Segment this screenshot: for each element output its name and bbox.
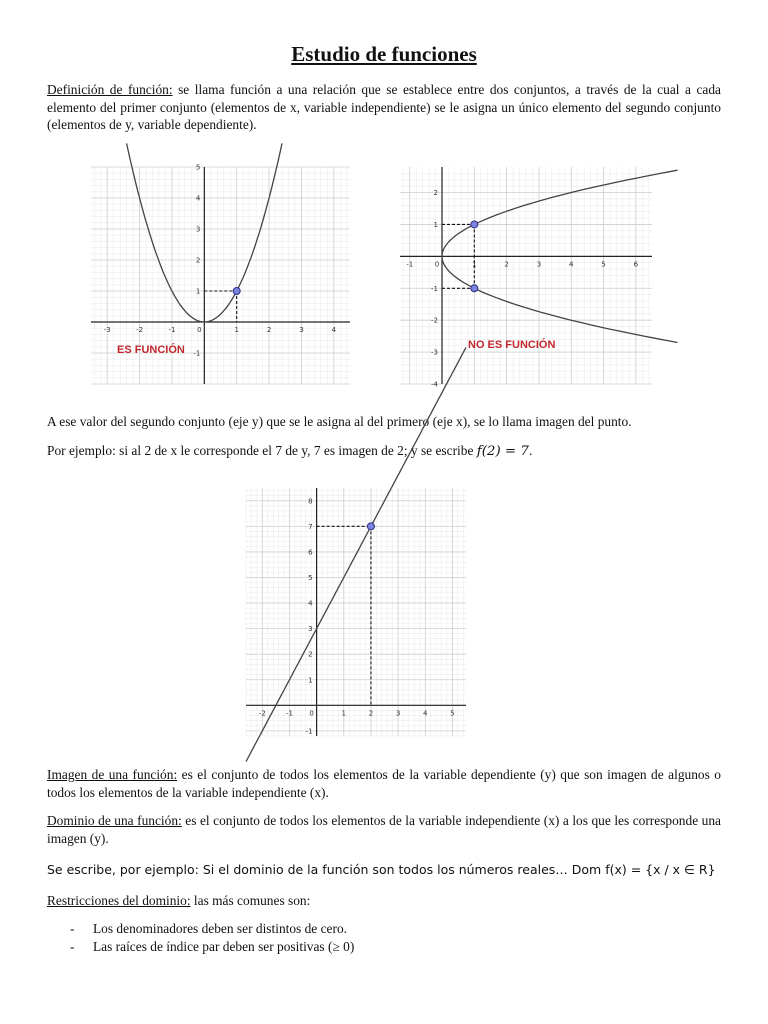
x-tick-label: 4: [423, 709, 428, 718]
definition-text: se llama función a una relación que se establece entre dos conjuntos, a través de la cual a cada elemento del primer conjunto (elementos de x, variable independiente) se le asigna un único elemento del segundo conjunto (elementos de y, variable dependiente).: [47, 82, 721, 132]
y-tick-label: 4: [195, 194, 201, 203]
x-tick-label: 0: [434, 260, 440, 269]
domain-example-paragraph: [47, 861, 721, 879]
data-point: [367, 523, 374, 530]
x-tick-label: 6: [633, 260, 639, 269]
y-tick-label: 2: [308, 650, 313, 659]
y-tick-label: 6: [308, 548, 313, 557]
data-point: [233, 288, 240, 295]
list-item: [47, 921, 721, 939]
list-item: [47, 939, 721, 957]
x-tick-label: 0: [309, 709, 314, 718]
x-tick-label: 1: [472, 260, 477, 269]
y-tick-label: 5: [308, 573, 313, 582]
definition-paragraph: [47, 81, 721, 134]
y-tick-label: 2: [195, 256, 201, 265]
x-tick-label: 4: [331, 326, 337, 334]
bullet-dash: -: [70, 939, 75, 954]
domain-definition-label: Dominio de una función:: [47, 813, 182, 828]
domain-example-text: Se escribe, por ejemplo: Si el dominio de la función son todos los números reales…: [47, 862, 572, 877]
x-tick-label: -1: [168, 326, 176, 334]
x-tick-label: -1: [285, 709, 293, 718]
chart-label: NO ES FUNCIÓN: [468, 339, 556, 351]
restrictions-list: [47, 921, 721, 957]
image-definition-paragraph: [47, 766, 721, 801]
domain-definition-text: es el conjunto de todos los elementos de la variable independiente (x) a los que les corresponde una imagen (y).: [47, 813, 721, 846]
x-tick-label: 2: [504, 260, 509, 269]
x-tick-label: 3: [536, 260, 542, 269]
data-point: [471, 221, 478, 228]
x-tick-label: 5: [450, 709, 455, 718]
y-tick-label: 1: [195, 287, 201, 296]
y-tick-label: 7: [308, 522, 313, 531]
image-definition-label: Imagen de una función:: [47, 767, 178, 782]
restrictions-paragraph: [47, 892, 721, 910]
example-text: Por ejemplo: si al 2 de x le corresponde el 7 de y, 7 es imagen de 2; y se escribe: [47, 443, 477, 458]
chart-linear: [246, 488, 466, 736]
y-tick-label: 1: [308, 676, 313, 685]
x-tick-label: 4: [568, 260, 574, 269]
figure-parabola: [91, 163, 350, 384]
restrictions-text: las más comunes son:: [190, 893, 311, 908]
example-paragraph: [47, 442, 721, 461]
restrictions-label: Restricciones del dominio:: [47, 893, 191, 908]
image-point-paragraph: A ese valor del segundo conjunto (eje y) que se le asigna al del primero (eje x), se lo llama imagen del punto.: [47, 414, 632, 429]
page-title: Estudio de funciones: [291, 42, 477, 66]
example-end: .: [528, 443, 533, 458]
y-tick-label: 4: [308, 599, 313, 608]
x-tick-label: 3: [299, 326, 304, 334]
y-tick-label: 5: [195, 163, 201, 172]
y-tick-label: -2: [431, 316, 438, 325]
x-tick-label: 2: [266, 326, 272, 334]
function-curve: [246, 347, 466, 761]
figure-sideways-parabola: [400, 167, 652, 389]
y-tick-label: -1: [305, 727, 313, 736]
y-tick-label: 3: [308, 625, 313, 634]
definition-label: Definición de función:: [47, 82, 173, 97]
y-tick-label: -1: [431, 284, 438, 293]
list-item-text: Los denominadores deben ser distintos de cero.: [93, 921, 347, 936]
x-tick-label: 1: [341, 709, 347, 718]
y-tick-label: 3: [195, 225, 201, 234]
x-tick-label: 0: [197, 326, 202, 334]
y-tick-label: 8: [308, 497, 313, 506]
x-tick-label: 2: [368, 709, 374, 718]
chart-no-es-funcion: [400, 167, 652, 389]
data-point: [471, 285, 478, 292]
y-tick-label: 1: [433, 220, 438, 229]
image-definition-text: es el conjunto de todos los elementos de la variable dependiente (y) que son imagen de algunos o todos los elementos de la variable independiente (x).: [47, 767, 721, 800]
domain-definition-paragraph: [47, 812, 721, 847]
x-tick-label: -2: [258, 709, 266, 718]
list-item-text: Las raíces de índice par deben ser positivas (≥ 0): [93, 939, 355, 954]
chart-label: ES FUNCIÓN: [117, 344, 185, 356]
domain-example-formula: Dom f(x) = {x / x ∈ R}: [571, 862, 716, 877]
y-tick-label: -4: [431, 380, 438, 389]
y-tick-label: -1: [193, 349, 201, 358]
figure-line: [246, 488, 466, 736]
x-tick-label: -1: [406, 260, 414, 269]
x-tick-label: 1: [234, 326, 239, 334]
chart-es-funcion: [91, 163, 350, 384]
y-tick-label: 2: [433, 189, 438, 198]
example-formula: f(2) = 7: [476, 444, 529, 459]
x-tick-label: -2: [136, 326, 144, 334]
x-tick-label: 3: [395, 709, 401, 718]
y-tick-label: -3: [431, 348, 438, 357]
bullet-dash: -: [70, 921, 75, 936]
x-tick-label: 5: [601, 260, 606, 269]
x-tick-label: -3: [103, 326, 111, 334]
